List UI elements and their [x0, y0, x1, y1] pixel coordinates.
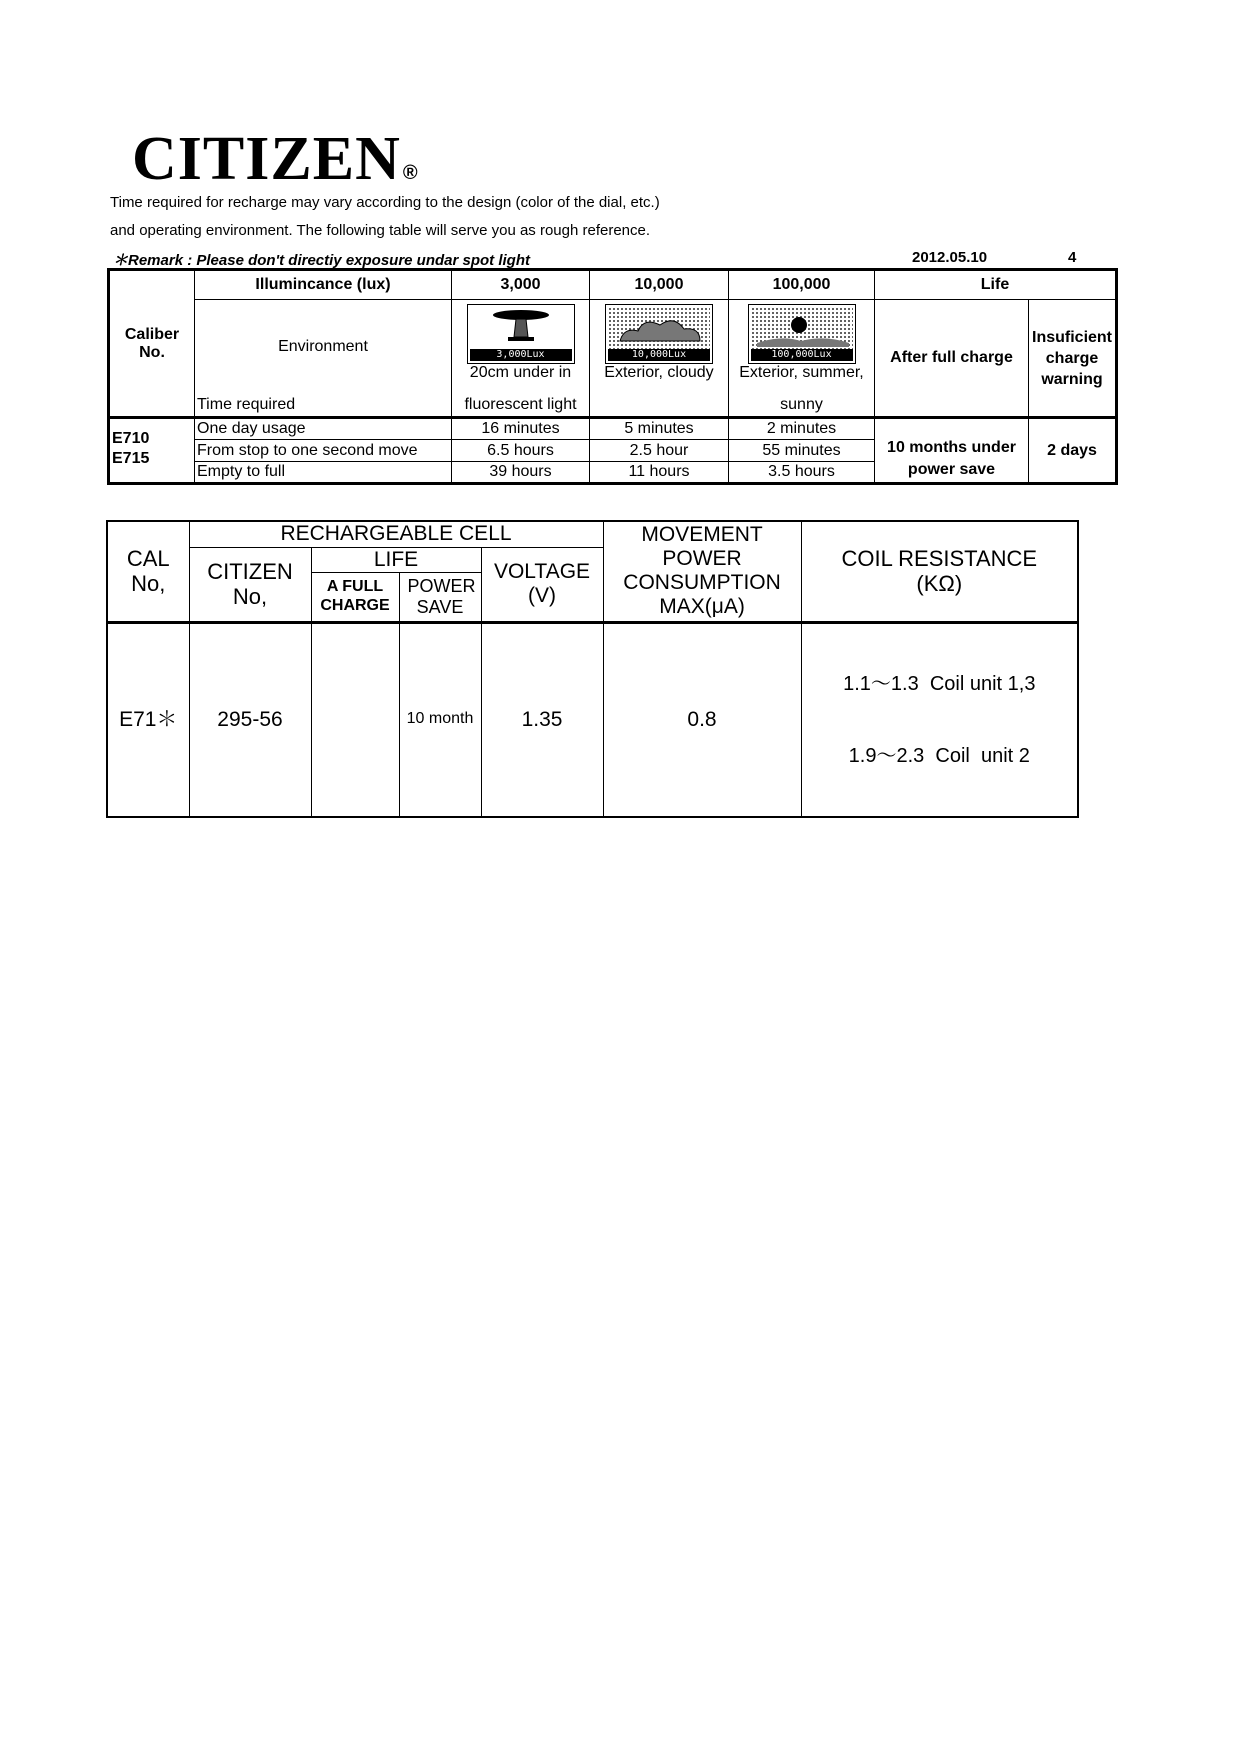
- registered-mark: ®: [402, 162, 419, 184]
- row-stop-3000: 6.5 hours: [452, 440, 590, 462]
- row-empty-label: Empty to full: [195, 462, 452, 484]
- cal-no-header: CAL No,: [107, 521, 189, 622]
- fluorescent-lamp-icon: [467, 304, 575, 364]
- life-header: Life: [875, 270, 1117, 300]
- image-label-10000: 10,000Lux: [608, 349, 710, 361]
- env-3000-line2: fluorescent light: [464, 396, 577, 413]
- time-required-header: Time required: [197, 396, 296, 413]
- cal-value: E71＊: [107, 622, 189, 817]
- lux-3000-header: 3,000: [452, 270, 590, 300]
- caliber-e710: E710: [112, 430, 150, 447]
- brand-name: CITIZEN: [132, 125, 401, 193]
- lux-10000-header: 10,000: [590, 270, 729, 300]
- caliber-e715: E715: [112, 450, 150, 467]
- row-stop-label: From stop to one second move: [195, 440, 452, 462]
- caliber-header: Caliber No.: [109, 270, 195, 418]
- env-10000: [590, 300, 729, 418]
- coil-resistance-header: COIL RESISTANCE (KΩ): [801, 521, 1078, 622]
- row-empty-100000: 3.5 hours: [729, 462, 875, 484]
- power-save-value: 10 month: [399, 622, 481, 817]
- note-line-2: and operating environment. The following table will serve you as rough reference.: [110, 222, 651, 239]
- row-one-day-10000: 5 minutes: [590, 418, 729, 440]
- voltage-header: VOLTAGE (V): [481, 547, 603, 622]
- document-date: 2012.05.10: [912, 249, 988, 266]
- lamp-graphic: [470, 307, 572, 349]
- note-line-1: Time required for recharge may vary according to the design (color of the dial, etc.): [110, 194, 660, 211]
- env-100000-line1: Exterior, summer,: [739, 364, 864, 381]
- citizen-logo: [132, 125, 419, 193]
- charge-time-table: [107, 268, 1118, 485]
- row-one-day-100000: 2 minutes: [729, 418, 875, 440]
- image-label-3000: 3,000Lux: [470, 349, 572, 361]
- coil-line-1: 1.1～1.3 Coil unit 1,3: [843, 672, 1036, 695]
- coil-line-2: 1.9～2.3 Coil unit 2: [848, 744, 1030, 767]
- citizen-no-header: CITIZEN No,: [189, 547, 311, 622]
- row-one-day-3000: 16 minutes: [452, 418, 590, 440]
- coil-resistance-value: [801, 622, 1078, 817]
- caliber-cell: [109, 418, 195, 484]
- env-10000-line1: Exterior, cloudy: [604, 364, 714, 381]
- environment-header-cell: [195, 300, 452, 418]
- remark-text: ＊Remark : Please don't directiy exposure undar spot light: [113, 252, 530, 269]
- cell-spec-table: [106, 520, 1079, 818]
- env-3000: [452, 300, 590, 418]
- sun-graphic: [751, 307, 853, 349]
- environment-header: Environment: [278, 338, 368, 355]
- warning-value: 2 days: [1029, 418, 1117, 484]
- row-empty-10000: 11 hours: [590, 462, 729, 484]
- citizen-no-value: 295-56: [189, 622, 311, 817]
- env-100000: [729, 300, 875, 418]
- rechargeable-cell-header: RECHARGEABLE CELL: [189, 521, 603, 547]
- env-3000-line1: 20cm under in: [469, 364, 572, 381]
- insufficient-warning-header: Insuficient charge warning: [1029, 300, 1117, 418]
- life-header: LIFE: [311, 547, 481, 572]
- consumption-header: MOVEMENT POWER CONSUMPTION MAX(μA): [603, 521, 801, 622]
- voltage-value: 1.35: [481, 622, 603, 817]
- after-full-charge-header: After full charge: [875, 300, 1029, 418]
- row-empty-3000: 39 hours: [452, 462, 590, 484]
- env-100000-line2: sunny: [780, 396, 823, 413]
- illuminance-header: Illumincance (lux): [195, 270, 452, 300]
- cloud-icon: [605, 304, 713, 364]
- cloud-graphic: [608, 307, 710, 349]
- image-label-100000: 100,000Lux: [751, 349, 853, 361]
- row-stop-100000: 55 minutes: [729, 440, 875, 462]
- sun-icon: [748, 304, 856, 364]
- consumption-value: 0.8: [603, 622, 801, 817]
- full-charge-value: [311, 622, 399, 817]
- row-stop-10000: 2.5 hour: [590, 440, 729, 462]
- life-after-full-value: 10 months under power save: [875, 418, 1029, 484]
- lux-100000-header: 100,000: [729, 270, 875, 300]
- full-charge-header: A FULL CHARGE: [311, 572, 399, 622]
- page-number: 4: [1068, 249, 1077, 266]
- power-save-header: POWER SAVE: [399, 572, 481, 622]
- row-one-day-label: One day usage: [195, 418, 452, 440]
